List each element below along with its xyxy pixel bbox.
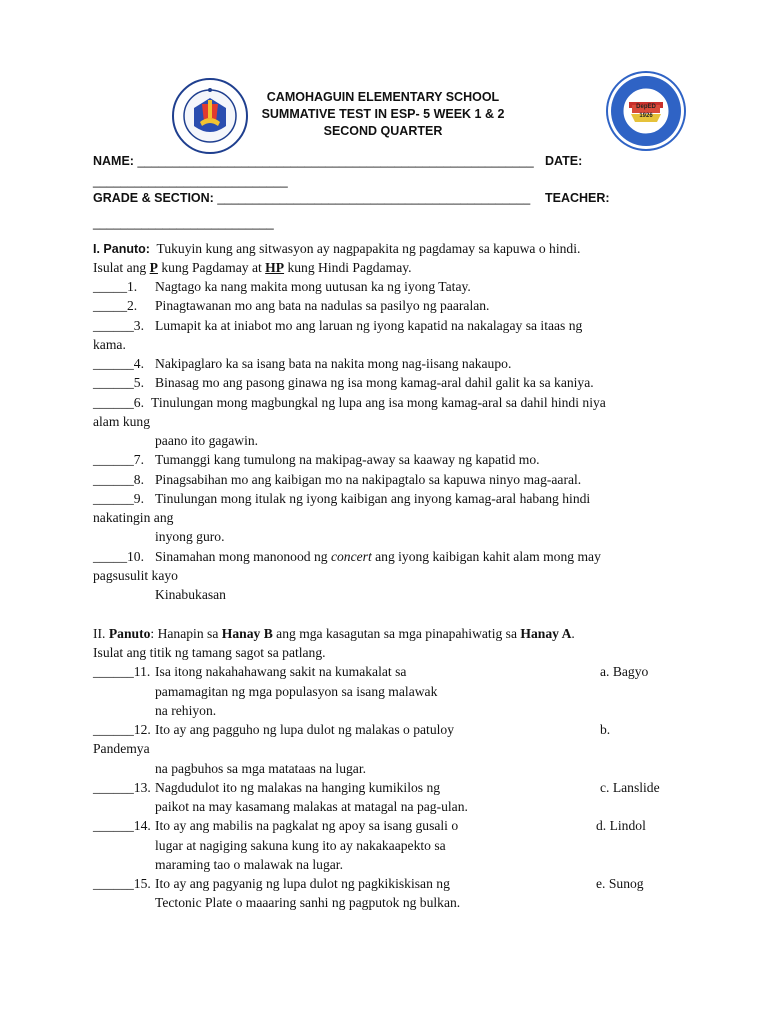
choice-a: a. Bagyo: [600, 664, 649, 679]
question-14-line2: lugar at nagiging sakuna kung ito ay nakakaapekto sa: [155, 838, 446, 853]
answer-blank[interactable]: ______12.: [93, 722, 151, 737]
choice-d: d. Lindol: [596, 818, 646, 833]
answer-blank[interactable]: ______14.: [93, 818, 151, 833]
answer-blank[interactable]: ______8.: [93, 472, 144, 487]
question-15: ______15. Ito ay ang pagyanig ng lupa dulot ng pagkikiskisan ng: [93, 876, 450, 891]
part2-instruction: II. Panuto: Hanapin sa Hanay B ang mga kasagutan sa mga pinapahiwatig sa Hanay A.: [93, 626, 575, 641]
quarter-label: SECOND QUARTER: [323, 124, 443, 138]
answer-blank[interactable]: _____1.: [93, 279, 138, 294]
part1-instruction-line2: Isulat ang P kung Pagdamay at HP kung Hindi Pagdamay.: [93, 260, 412, 275]
question-6: ______6. Tinulungan mong magbungkal ng lupa ang isa mong kamag-aral sa dahil hindi niya: [93, 395, 606, 410]
school-seal-center-text: DepED: [636, 104, 656, 110]
question-9: ______9. Tinulungan mong itulak ng iyong kaibigan ang inyong kamag-aral habang hindi: [93, 491, 591, 506]
teacher-field[interactable]: __________________________: [93, 216, 274, 230]
teacher-label: TEACHER:: [545, 191, 610, 205]
grade-section-field[interactable]: _____________________________________________: [217, 191, 531, 205]
question-10-cont2: Kinabukasan: [155, 587, 226, 602]
question-14: ______14. Ito ay ang mabilis na pagkalat ng apoy sa isang gusali o: [93, 818, 459, 833]
question-4: ______4. Nakipaglaro ka sa isang bata na nakita mong nag-iisang nakaupo.: [93, 356, 512, 371]
question-9-cont2: inyong guro.: [155, 529, 225, 544]
question-13: ______13. Nagdudulot ito ng malakas na hanging kumikilos ng: [93, 780, 441, 795]
question-15-line2: Tectonic Plate o maaaring sanhi ng pagputok ng bulkan.: [155, 895, 461, 910]
choice-b-wrap: Pandemya: [93, 741, 150, 756]
question-10-cont: pagsusulit kayo: [93, 568, 178, 583]
question-11: ______11. Isa itong nakahahawang sakit na kumakalat sa: [93, 664, 407, 679]
question-3-cont: kama.: [93, 337, 126, 352]
answer-blank[interactable]: ______5.: [93, 375, 144, 390]
question-11-line3: na rehiyon.: [155, 703, 217, 718]
school-seal-year: 1926: [639, 113, 653, 119]
grade-section-label: GRADE & SECTION: _____________________________________________: [93, 191, 531, 205]
question-10: _____10. Sinamahan mong manonood ng concert ang iyong kaibigan kahit alam mong may: [93, 549, 601, 564]
question-5: ______5. Binasag mo ang pasong ginawa ng isa mong kamag-aral dahil galit ka sa kaniya.: [93, 375, 594, 390]
school-name: CAMOHAGUIN ELEMENTARY SCHOOL: [266, 90, 500, 104]
answer-blank[interactable]: ______4.: [93, 356, 144, 371]
question-6-cont: alam kung: [93, 414, 151, 429]
question-12: ______12. Ito ay ang pagguho ng lupa dulot ng malakas o patuloy: [93, 722, 455, 737]
question-7: ______7. Tumanggi kang tumulong na makipag-away sa kaaway ng kapatid mo.: [93, 452, 540, 467]
answer-blank[interactable]: ______3.: [93, 318, 144, 333]
answer-blank[interactable]: _____10.: [93, 549, 144, 564]
choice-e: e. Sunog: [596, 876, 644, 891]
question-3: ______3. Lumapit ka at iniabot mo ang laruan ng iyong kapatid na nakalagay sa itaas ng: [93, 318, 583, 333]
name-label: NAME: _________________________________________________________: [93, 154, 534, 168]
answer-blank[interactable]: _____2.: [93, 298, 138, 313]
question-9-cont: nakatingin ang: [93, 510, 174, 525]
question-11-line2: pamamagitan ng mga populasyon sa isang malawak: [155, 684, 438, 699]
date-field[interactable]: ____________________________: [93, 174, 288, 188]
part1-instruction: I. Panuto: Tukuyin kung ang sitwasyon ay nagpapakita ng pagdamay sa kapuwa o hindi.: [93, 241, 581, 256]
answer-blank[interactable]: ______11.: [93, 664, 151, 679]
name-field[interactable]: _________________________________________________________: [137, 154, 534, 168]
answer-blank[interactable]: ______6.: [93, 395, 144, 410]
choice-c: c. Lanslide: [600, 780, 660, 795]
answer-blank[interactable]: ______7.: [93, 452, 144, 467]
question-8: ______8. Pinagsabihan mo ang kaibigan mo na nakipagtalo sa kapuwa ninyo mag-aaral.: [93, 472, 582, 487]
choice-b: b.: [600, 722, 611, 737]
question-12-line2: na pagbuhos sa mga matataas na lugar.: [155, 761, 367, 776]
answer-blank[interactable]: ______13.: [93, 780, 151, 795]
part2-instruction-line2: Isulat ang titik ng tamang sagot sa patlang.: [93, 645, 326, 660]
test-title: SUMMATIVE TEST IN ESP- 5 WEEK 1 & 2: [261, 107, 505, 121]
question-13-line2: paikot na may kasamang malakas at matagal na pag-ulan.: [155, 799, 468, 814]
question-6-cont2: paano ito gagawin.: [155, 433, 259, 448]
question-14-line3: maraming tao o malawak na lugar.: [155, 857, 343, 872]
answer-blank[interactable]: ______15.: [93, 876, 151, 891]
part1-label: I. Panuto:: [93, 242, 150, 256]
question-1: _____1. Nagtago ka nang makita mong uutusan ka ng iyong Tatay.: [93, 279, 471, 294]
date-label: DATE:: [545, 154, 583, 168]
school-seal-logo: [605, 70, 687, 152]
answer-blank[interactable]: ______9.: [93, 491, 144, 506]
question-2: _____2. Pinagtawanan mo ang bata na nadulas sa pasilyo ng paaralan.: [93, 298, 490, 313]
